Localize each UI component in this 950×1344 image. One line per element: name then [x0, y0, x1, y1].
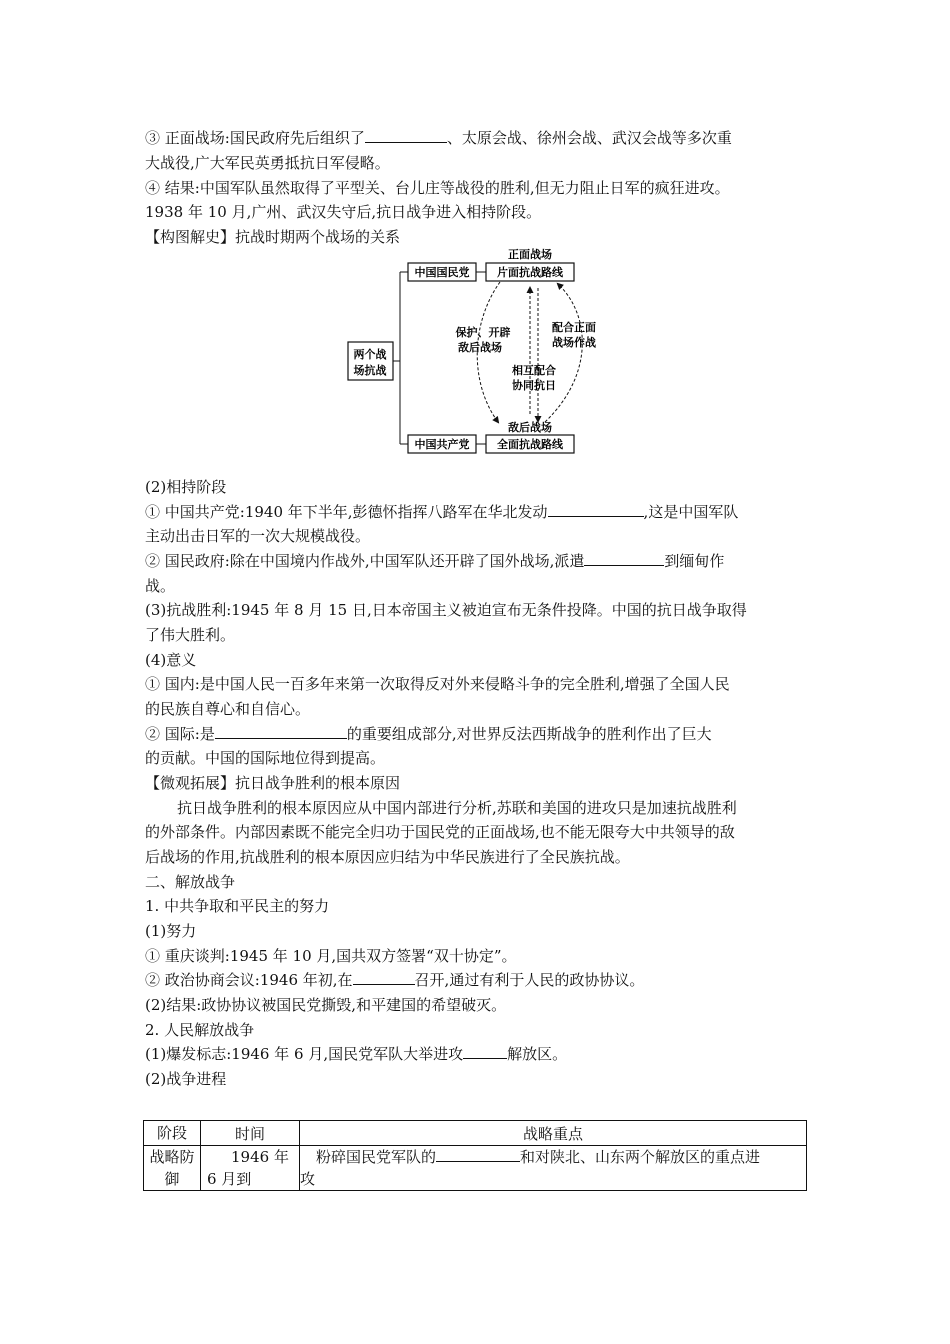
text-line: 主动出击日军的一次大规模战役。	[145, 527, 371, 545]
text-line: 1. 中共争取和平民主的努力	[145, 897, 330, 915]
center-label: 相互配合	[512, 364, 556, 377]
text-line: (1)爆发标志:1946 年 6 月,国民党军队大举进攻 解放区。	[145, 1045, 568, 1063]
war-progress-table	[143, 1120, 807, 1191]
front-battlefield-label: 正面战场	[508, 248, 552, 261]
table-cell-time: 1946 年 6 月到	[201, 1146, 300, 1191]
fill-blank[interactable]	[436, 1146, 520, 1162]
rear-battlefield-label: 敌后战场	[508, 421, 552, 434]
table-header: 战略重点	[300, 1121, 807, 1146]
text-line: 2. 人民解放战争	[145, 1021, 255, 1039]
center-label: 协同抗日	[512, 379, 556, 392]
text-line: 后战场的作用,抗战胜利的根本原因应归结为中华民族进行了全民族抗战。	[145, 848, 630, 866]
text-line: ② 国民政府:除在中国境内作战外,中国军队还开辟了国外战场,派遣 到缅甸作	[145, 552, 725, 570]
text-line: ② 政治协商会议:1946 年初,在 召开,通过有利于人民的政协协议。	[145, 971, 645, 989]
fill-blank[interactable]	[463, 1043, 507, 1059]
section-heading: 二、解放战争	[145, 873, 236, 891]
text-line: 了伟大胜利。	[145, 626, 236, 644]
section-heading: 【构图解史】抗战时期两个战场的关系	[145, 228, 401, 246]
text-line: ① 中国共产党:1940 年下半年,彭德怀指挥八路军在华北发动 ,这是中国军队	[145, 503, 739, 521]
text-line: 的贡献。中国的国际地位得到提高。	[145, 749, 386, 767]
right-arrow-label: 战场作战	[552, 336, 596, 349]
text-line: (1)努力	[145, 922, 197, 940]
text-line: ② 国际:是 的重要组成部分,对世界反法西斯战争的胜利作出了巨大	[145, 725, 712, 743]
right-arrow-label: 配合正面	[552, 321, 596, 334]
text-line: 战。	[145, 577, 176, 595]
text-line: (2)战争进程	[145, 1070, 227, 1088]
text-line: 的民族自尊心和自信心。	[145, 700, 311, 718]
text-line: 抗日战争胜利的根本原因应从中国内部进行分析,苏联和美国的进攻只是加速抗战胜利	[177, 799, 737, 817]
fill-blank[interactable]	[365, 127, 447, 143]
text-line: (2)相持阶段	[145, 478, 227, 496]
front-line-label: 片面抗战路线	[497, 266, 563, 279]
table-header-row	[144, 1121, 807, 1146]
left-arrow-label: 保护、开辟	[455, 326, 511, 339]
fill-blank[interactable]	[215, 723, 347, 739]
fill-blank[interactable]	[353, 969, 415, 985]
table-cell-focus: 粉碎国民党军队的 和对陕北、山东两个解放区的重点进 攻	[300, 1146, 807, 1191]
table-cell-stage: 战略防 御	[144, 1146, 201, 1191]
table-header: 时间	[201, 1121, 300, 1146]
text-line: ③ 正面战场:国民政府先后组织了 、太原会战、徐州会战、武汉会战等多次重	[145, 129, 732, 147]
text-line: 的外部条件。内部因素既不能完全归功于国民党的正面战场,也不能无限夸大中共领导的敌	[145, 823, 735, 841]
text-line: (2)结果:政协协议被国民党撕毁,和平建国的希望破灭。	[145, 996, 507, 1014]
section-heading: 【微观拓展】抗日战争胜利的根本原因	[145, 774, 401, 792]
ccp-label: 中国共产党	[414, 438, 470, 451]
fill-blank[interactable]	[584, 550, 664, 566]
text-line: (4)意义	[145, 651, 197, 669]
table-header: 阶段	[144, 1121, 201, 1146]
fill-blank[interactable]	[548, 501, 644, 517]
text-line: 1938 年 10 月,广州、武汉失守后,抗日战争进入相持阶段。	[145, 203, 542, 221]
text-line: ① 国内:是中国人民一百多年来第一次取得反对外来侵略斗争的完全胜利,增强了全国人民	[145, 675, 730, 693]
text-line: (3)抗战胜利:1945 年 8 月 15 日,日本帝国主义被迫宣布无条件投降。中国的抗日战争取得	[145, 601, 747, 619]
text-line: 大战役,广大军民英勇抵抗日军侵略。	[145, 154, 390, 172]
rear-line-label: 全面抗战路线	[497, 438, 563, 451]
text-line: ④ 结果:中国军队虽然取得了平型关、台儿庄等战役的胜利,但无力阻止日军的疯狂进攻。	[145, 179, 730, 197]
root-label: 场抗战	[353, 364, 387, 377]
text-line: ① 重庆谈判:1945 年 10 月,国共双方签署“双十协定”。	[145, 947, 517, 965]
root-label: 两个战	[353, 348, 387, 361]
left-arrow-label: 敌后战场	[458, 341, 502, 354]
kmt-label: 中国国民党	[414, 266, 470, 279]
battlefield-diagram	[340, 244, 596, 459]
right-arrow	[545, 284, 582, 422]
table-row	[144, 1146, 807, 1191]
